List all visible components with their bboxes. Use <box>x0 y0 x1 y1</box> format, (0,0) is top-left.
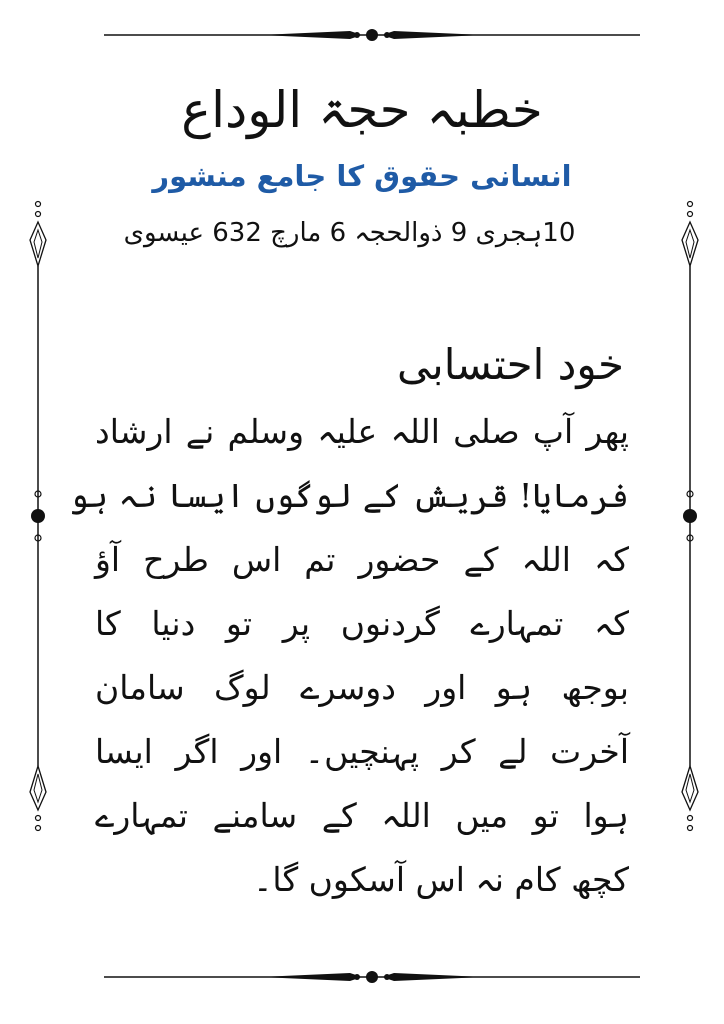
page-subtitle: انسانی حقوق کا جامع منشور <box>152 159 572 193</box>
page-title: خطبہ حجۃ الوداع <box>181 81 543 139</box>
left-border-ornament <box>22 196 54 836</box>
body-line: پھر آپ صلی اللہ علیہ وسلم نے ارشاد <box>95 412 629 451</box>
top-border-ornament <box>100 24 644 46</box>
body-line: کہ اللہ کے حضور تم اس طرح آؤ <box>95 540 629 579</box>
body-line: ہوا تو میں اللہ کے سامنے تمہارے <box>95 796 629 835</box>
body-line: آخرت لے کر پہنچیں۔ اور اگر ایسا <box>95 732 629 771</box>
bottom-border-ornament <box>100 966 644 988</box>
body-line: فرمایا! قریش کے لوگوں ایسا نہ ہو <box>69 476 629 515</box>
body-line: بوجھ ہو اور دوسرے لوگ سامان <box>95 668 629 707</box>
body-line: کچھ کام نہ اس آسکوں گا۔ <box>253 860 629 899</box>
body-paragraph <box>69 400 629 912</box>
section-heading: خود احتسابی <box>397 340 624 389</box>
body-line: کہ تمہارے گردنوں پر تو دنیا کا <box>95 604 629 643</box>
right-border-ornament <box>674 196 706 836</box>
date-line: 10ہجری 9 ذوالحجہ 6 مارچ 632 عیسوی <box>123 218 576 248</box>
